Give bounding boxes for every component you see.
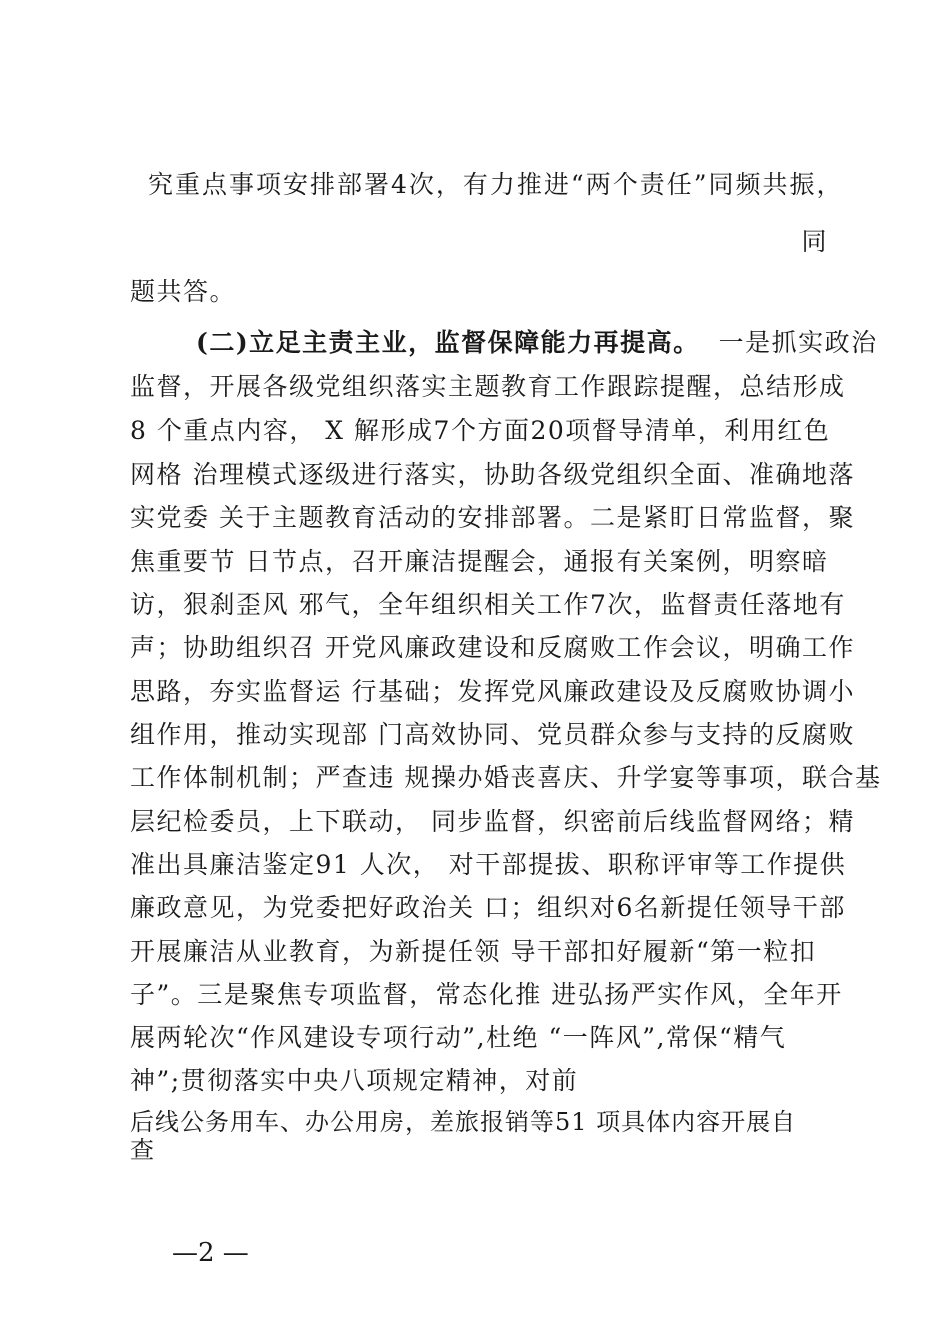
paragraph-2-line: 组作用，推动实现部 门高效协同、党员群众参与支持的反腐败 (130, 720, 855, 749)
paragraph-2-line: 网格 治理模式逐级进行落实，协助各级党组织全面、准确地落 (130, 460, 855, 489)
paragraph-2-line: 思路，夯实监督运 行基础；发挥党风廉政建设及反腐败协调小 (130, 677, 855, 706)
paragraph-2-first-line (196, 328, 878, 358)
paragraph-2-line: 后线公务用车、办公用房，差旅报销等51 项具体内容开展自 (130, 1108, 797, 1136)
section-heading: (二)立足主责主业，监督保障能力再提高。 (196, 328, 700, 357)
paragraph-2-line: 廉政意见，为党委把好政治关 口；组织对6名新提任领导干部 (130, 893, 846, 922)
paragraph-2-line: 监督，开展各级党组织落实主题教育工作跟踪提醒，总结形成 (130, 372, 846, 401)
paragraph-1-line-1: 究重点事项安排部署4次，有力推进“两个责任”同频共振， (148, 170, 844, 199)
paragraph-2-line: 实党委 关于主题教育活动的安排部署。二是紧盯日常监督，聚 (130, 503, 855, 532)
section-heading-tail: 一是抓实政治 (718, 328, 878, 357)
paragraph-1-line-2: 同 (801, 227, 828, 256)
paragraph-2-line: 准出具廉洁鉴定91 人次， 对干部提拔、职称评审等工作提供 (130, 850, 847, 879)
paragraph-2-line: 焦重要节 日节点，召开廉洁提醒会，通报有关案例，明察暗 (130, 547, 829, 576)
paragraph-2-line: 神”;贯彻落实中央八项规定精神，对前 (130, 1066, 579, 1095)
paragraph-2-line: 工作体制机制；严查违 规操办婚丧喜庆、升学宴等事项，联合基 (130, 763, 882, 792)
paragraph-2-line: 子”。三是聚焦专项监督，常态化推 进弘扬严实作风，全年开 (130, 980, 843, 1009)
paragraph-2-line: 声；协助组织召 开党风廉政建设和反腐败工作会议，明确工作 (130, 633, 855, 662)
page-number: —2 — (172, 1238, 249, 1268)
paragraph-1-line-3: 题共答。 (130, 277, 237, 306)
paragraph-2-line: 查 (130, 1136, 155, 1164)
paragraph-2-line: 开展廉洁从业教育，为新提任领 导干部扣好履新“第一粒扣 (130, 937, 817, 966)
paragraph-2-line: 访，狠刹歪风 邪气，全年组织相关工作7次，监督责任落地有 (130, 590, 846, 619)
paragraph-2-line: 展两轮次“作风建设专项行动”,杜绝 “一阵风”,常保“精气 (130, 1023, 787, 1052)
paragraph-2-line: 8 个重点内容， X 解形成7个方面20项督导清单，利用红色 (130, 416, 831, 445)
paragraph-2-line: 层纪检委员，上下联动， 同步监督，织密前后线监督网络；精 (130, 807, 855, 836)
